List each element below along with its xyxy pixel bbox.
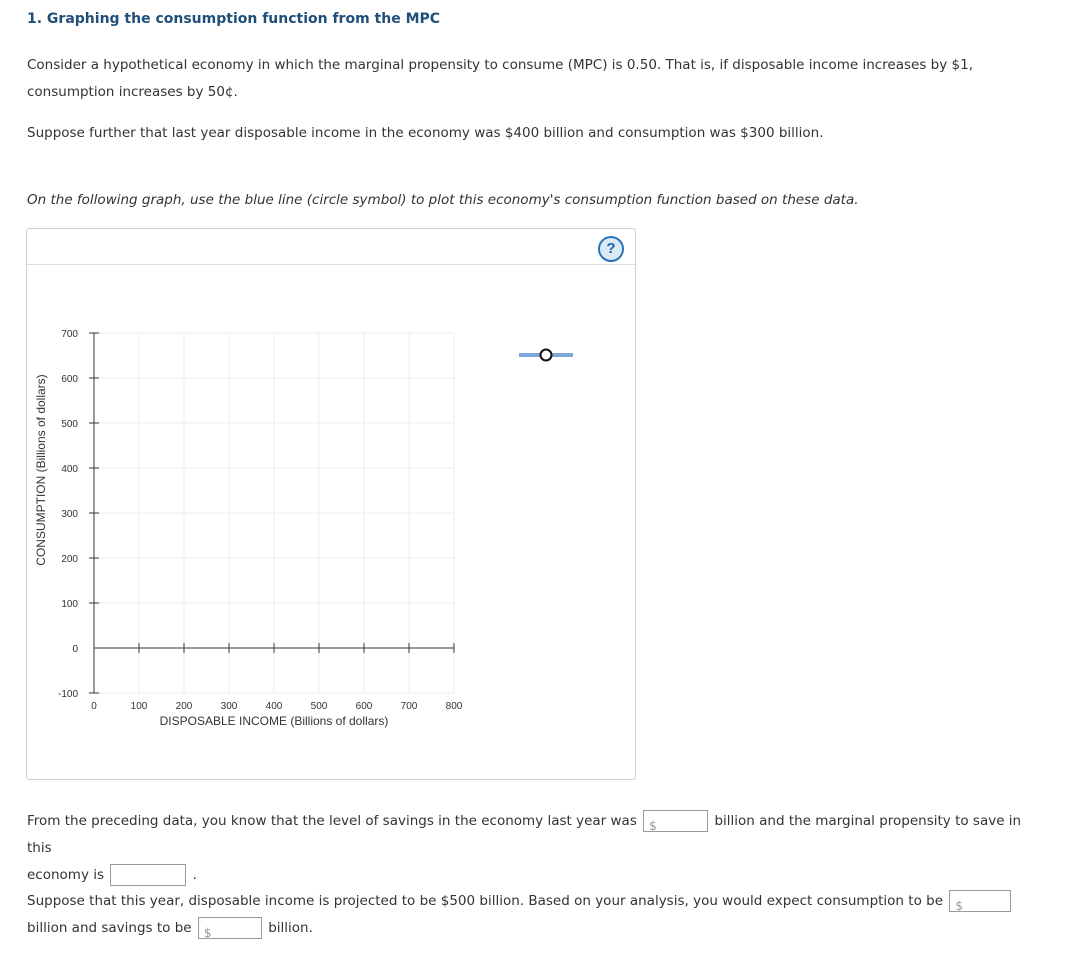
x-axis-label: DISPOSABLE INCOME (Billions of dollars) — [159, 714, 389, 728]
savings-text-after: billion and the marginal propensity to save in this — [27, 813, 1022, 856]
tool-circle-symbol — [541, 350, 552, 361]
intro-paragraph — [27, 52, 1037, 106]
y-axis-label: CONSUMPTION (Billions of dollars) — [34, 374, 48, 566]
intro-line-2: consumption increases by 50¢. — [27, 84, 238, 100]
question-title: 1. Graphing the consumption function from the MPC — [27, 11, 441, 27]
x-tick-label: 800 — [445, 701, 463, 712]
y-tick-label: 400 — [61, 464, 78, 475]
mps-answer-box — [110, 864, 186, 886]
savings-text-before: From the preceding data, you know that the level of savings in the economy last year was — [27, 813, 637, 829]
intro-line-1: Consider a hypothetical economy in which the marginal propensity to consume (MPC) is 0.50. That is, if disposable income increases by $1, — [27, 57, 973, 73]
projection-text-after: billion. — [268, 920, 313, 936]
y-tick-label: 100 — [61, 599, 78, 610]
consumption-answer-box — [949, 890, 1011, 912]
x-tick-label: 100 — [130, 701, 148, 712]
graph-instruction: On the following graph, use the blue line (circle symbol) to plot this economy's consumption function based on these data. — [27, 192, 859, 208]
y-tick-label: 700 — [61, 329, 78, 340]
x-tick-label: 600 — [355, 701, 373, 712]
y-tick-label: 300 — [61, 509, 78, 520]
savings-question — [27, 808, 1037, 889]
savings-projection-text: billion and savings to be — [27, 920, 192, 936]
mps-input[interactable] — [111, 869, 185, 889]
data-sentence: Suppose further that last year disposable income in the economy was $400 billion and consumption was $300 billion. — [27, 125, 824, 141]
mps-text-before: economy is — [27, 867, 105, 883]
y-axis-ticks — [58, 329, 99, 700]
consumption-function-tool[interactable] — [519, 350, 573, 361]
x-axis-ticks — [91, 643, 463, 712]
mps-text-after: . — [192, 867, 197, 883]
y-tick-label: -100 — [57, 689, 78, 700]
savings-answer-box — [643, 810, 708, 832]
y-tick-label: 0 — [72, 644, 78, 655]
x-tick-label: 300 — [220, 701, 238, 712]
y-tick-label: 500 — [61, 419, 78, 430]
projection-text-before: Suppose that this year, disposable income is projected to be $500 billion. Based on your analysis, you would expect consumption to be — [27, 893, 944, 909]
graph-panel — [26, 228, 636, 780]
x-tick-label: 200 — [175, 701, 193, 712]
consumption-currency: $ — [955, 899, 963, 913]
savings-currency: $ — [649, 819, 657, 833]
x-tick-label: 700 — [400, 701, 418, 712]
projected-savings-currency: $ — [203, 926, 212, 940]
projection-question — [27, 888, 1037, 942]
consumption-graph[interactable] — [27, 229, 635, 779]
projected-savings-answer-box — [198, 917, 262, 939]
x-tick-label: 500 — [310, 701, 328, 712]
x-tick-label: 400 — [265, 701, 283, 712]
plot-grid — [94, 333, 454, 693]
y-tick-label: 200 — [61, 554, 78, 565]
help-icon[interactable]: ? — [598, 236, 624, 262]
x-tick-label: 0 — [91, 701, 97, 712]
y-tick-label: 600 — [61, 374, 78, 385]
